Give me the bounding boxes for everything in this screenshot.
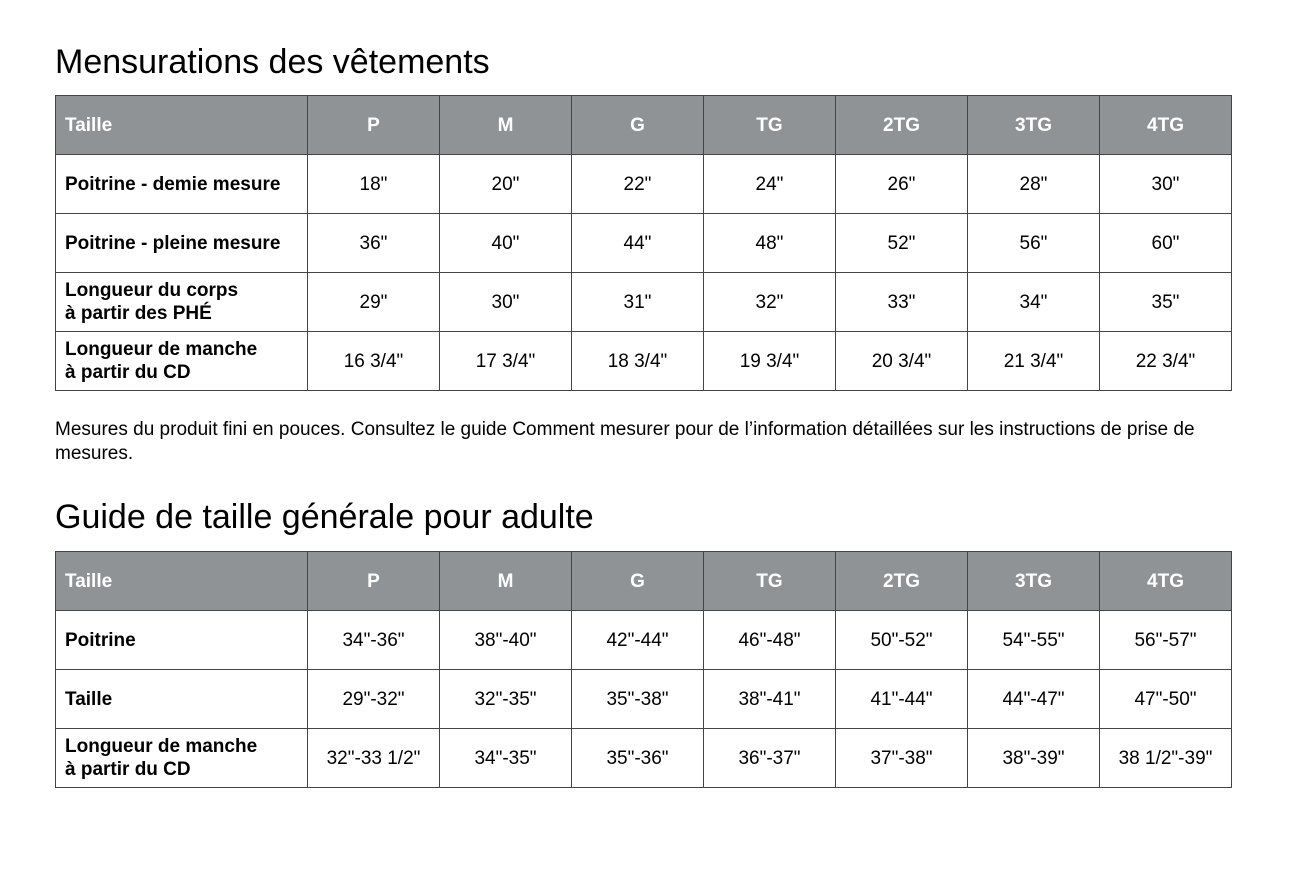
table-cell: 38"-39" xyxy=(968,729,1100,788)
row-label xyxy=(56,670,308,729)
table-cell: 18 3/4" xyxy=(572,332,704,391)
table-cell: 32"-35" xyxy=(440,670,572,729)
row-label-line: Longueur de manche xyxy=(65,339,258,360)
size-column-header: 2TG xyxy=(836,96,968,155)
table-cell: 56"-57" xyxy=(1100,611,1232,670)
table-cell: 36" xyxy=(308,214,440,273)
table-cell: 35"-36" xyxy=(572,729,704,788)
table-cell: 44" xyxy=(572,214,704,273)
row-label xyxy=(56,729,308,788)
table-cell: 35"-38" xyxy=(572,670,704,729)
table-cell: 52" xyxy=(836,214,968,273)
row-label-line: Taille xyxy=(65,688,113,710)
table-cell: 22 3/4" xyxy=(1100,332,1232,391)
size-column-header: 4TG xyxy=(1100,96,1232,155)
table-cell: 60" xyxy=(1100,214,1232,273)
table-cell: 44"-47" xyxy=(968,670,1100,729)
table-row xyxy=(56,155,1232,214)
table-cell: 48" xyxy=(704,214,836,273)
size-column-header: 2TG xyxy=(836,552,968,611)
row-label xyxy=(56,332,308,391)
table-cell: 32"-33 1/2" xyxy=(308,729,440,788)
measurement-note: Mesures du produit fini en pouces. Consultez le guide Comment mesurer pour de l’information détaillées sur les instructions de prise de mesures. xyxy=(55,419,1195,464)
table-cell: 34"-36" xyxy=(308,611,440,670)
table-cell: 29" xyxy=(308,273,440,332)
table-cell: 40" xyxy=(440,214,572,273)
table-cell: 50"-52" xyxy=(836,611,968,670)
size-column-header: 3TG xyxy=(968,552,1100,611)
table-cell: 46"-48" xyxy=(704,611,836,670)
row-label-line: Longueur de manche xyxy=(65,736,258,757)
size-column-header: TG xyxy=(704,96,836,155)
table-header xyxy=(56,96,1232,155)
table-cell: 21 3/4" xyxy=(968,332,1100,391)
row-label-line: à partir des PHÉ xyxy=(65,303,212,324)
table-cell: 36"-37" xyxy=(704,729,836,788)
size-column-header: M xyxy=(440,552,572,611)
row-label xyxy=(56,214,308,273)
row-label-line: Poitrine - demie mesure xyxy=(65,173,281,195)
table-cell: 35" xyxy=(1100,273,1232,332)
row-label-line: Longueur du corps xyxy=(65,280,239,301)
table-row xyxy=(56,670,1232,729)
table-cell: 38"-40" xyxy=(440,611,572,670)
size-column-header: 4TG xyxy=(1100,552,1232,611)
size-column-header: M xyxy=(440,96,572,155)
size-column-header: G xyxy=(572,552,704,611)
row-label-line: à partir du CD xyxy=(65,362,191,383)
row-label xyxy=(56,611,308,670)
table-row xyxy=(56,332,1232,391)
table-cell: 30" xyxy=(440,273,572,332)
table-cell: 34"-35" xyxy=(440,729,572,788)
table-cell: 42"-44" xyxy=(572,611,704,670)
table-cell: 29"-32" xyxy=(308,670,440,729)
row-label-line: Poitrine xyxy=(65,629,136,651)
size-label-header: Taille xyxy=(56,552,308,611)
table-cell: 38 1/2"-39" xyxy=(1100,729,1232,788)
table-cell: 20" xyxy=(440,155,572,214)
adult-size-guide-title: Guide de taille générale pour adulte xyxy=(55,498,594,536)
size-column-header: 3TG xyxy=(968,96,1100,155)
adult-size-guide-table xyxy=(55,551,1232,788)
size-column-header: P xyxy=(308,552,440,611)
size-column-header: P xyxy=(308,96,440,155)
table-body xyxy=(56,155,1232,391)
table-cell: 30" xyxy=(1100,155,1232,214)
table-cell: 19 3/4" xyxy=(704,332,836,391)
row-label-line: Poitrine - pleine mesure xyxy=(65,232,281,254)
table-cell: 37"-38" xyxy=(836,729,968,788)
table-body xyxy=(56,611,1232,788)
table-cell: 54"-55" xyxy=(968,611,1100,670)
table-cell: 31" xyxy=(572,273,704,332)
size-column-header: TG xyxy=(704,552,836,611)
table-cell: 17 3/4" xyxy=(440,332,572,391)
table-row xyxy=(56,214,1232,273)
garment-measurements-table xyxy=(55,95,1232,391)
garment-measurements-title: Mensurations des vêtements xyxy=(55,43,490,81)
table-cell: 28" xyxy=(968,155,1100,214)
table-cell: 32" xyxy=(704,273,836,332)
table-row xyxy=(56,611,1232,670)
table-row xyxy=(56,273,1232,332)
size-label-header: Taille xyxy=(56,96,308,155)
table-cell: 24" xyxy=(704,155,836,214)
table-cell: 18" xyxy=(308,155,440,214)
table-cell: 41"-44" xyxy=(836,670,968,729)
table-cell: 33" xyxy=(836,273,968,332)
row-label-line: à partir du CD xyxy=(65,759,191,780)
table-cell: 20 3/4" xyxy=(836,332,968,391)
row-label xyxy=(56,155,308,214)
table-cell: 47"-50" xyxy=(1100,670,1232,729)
size-column-header: G xyxy=(572,96,704,155)
table-cell: 34" xyxy=(968,273,1100,332)
table-row xyxy=(56,729,1232,788)
table-cell: 38"-41" xyxy=(704,670,836,729)
table-header xyxy=(56,552,1232,611)
table-cell: 26" xyxy=(836,155,968,214)
header-row xyxy=(56,96,1232,155)
row-label xyxy=(56,273,308,332)
table-cell: 22" xyxy=(572,155,704,214)
table-cell: 56" xyxy=(968,214,1100,273)
table-cell: 16 3/4" xyxy=(308,332,440,391)
header-row xyxy=(56,552,1232,611)
